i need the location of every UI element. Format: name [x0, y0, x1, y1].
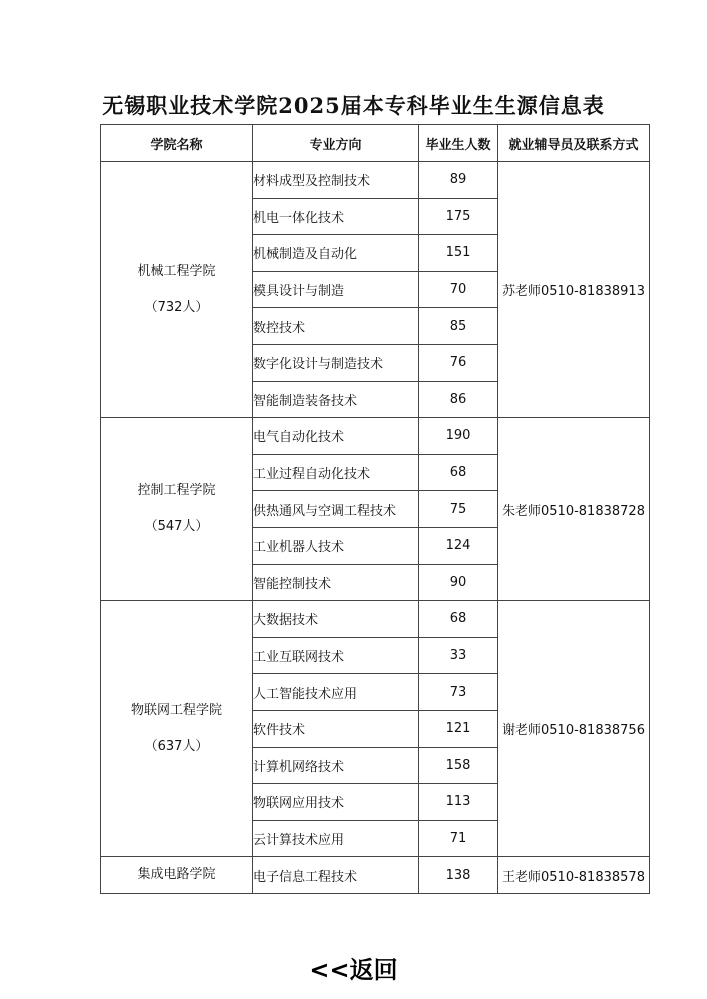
- college-total: （547人）: [144, 519, 209, 535]
- counselor-contact: 朱老师0510-81838728: [498, 418, 650, 601]
- header-contact: 就业辅导员及联系方式: [498, 125, 650, 162]
- header-major: 专业方向: [253, 125, 419, 162]
- college-name: 集成电路学院: [137, 867, 216, 883]
- graduate-count: 68: [419, 454, 498, 491]
- graduate-count: 68: [419, 601, 498, 638]
- graduate-count: 76: [419, 344, 498, 381]
- table-row: [101, 418, 650, 455]
- graduate-count: 158: [419, 747, 498, 784]
- major-name: 材料成型及控制技术: [253, 162, 419, 199]
- major-name: 工业互联网技术: [253, 637, 419, 674]
- table-body: [101, 162, 650, 894]
- college-total: （732人）: [144, 299, 209, 315]
- graduate-count: 138: [419, 857, 498, 894]
- major-name: 数字化设计与制造技术: [253, 344, 419, 381]
- table-row: [101, 601, 650, 638]
- counselor-contact: 谢老师0510-81838756: [498, 601, 650, 857]
- table-header-row: [101, 125, 650, 162]
- major-name: 机械制造及自动化: [253, 235, 419, 272]
- college-name: 控制工程学院: [137, 483, 216, 499]
- graduate-count: 73: [419, 674, 498, 711]
- major-name: 模具设计与制造: [253, 271, 419, 308]
- graduate-count: 151: [419, 235, 498, 272]
- back-link[interactable]: <<返回: [309, 956, 398, 984]
- major-name: 智能控制技术: [253, 564, 419, 601]
- header-college: 学院名称: [101, 125, 253, 162]
- major-name: 电气自动化技术: [253, 418, 419, 455]
- major-name: 智能制造装备技术: [253, 381, 419, 418]
- major-name: 电子信息工程技术: [253, 857, 419, 894]
- graduate-count: 85: [419, 308, 498, 345]
- graduate-count: 86: [419, 381, 498, 418]
- graduate-count: 124: [419, 527, 498, 564]
- table-row: [101, 162, 650, 199]
- major-name: 云计算技术应用: [253, 820, 419, 857]
- college-name: 物联网工程学院: [130, 702, 222, 718]
- college-cell: [101, 162, 253, 418]
- counselor-contact: 苏老师0510-81838913: [498, 162, 650, 418]
- college-cell: [101, 857, 253, 894]
- college-cell: [101, 418, 253, 601]
- graduate-count: 90: [419, 564, 498, 601]
- graduate-count: 75: [419, 491, 498, 528]
- college-cell: [101, 601, 253, 857]
- college-total: （637人）: [144, 738, 209, 754]
- major-name: 大数据技术: [253, 601, 419, 638]
- major-name: 物联网应用技术: [253, 784, 419, 821]
- counselor-contact: 王老师0510-81838578: [498, 857, 650, 894]
- graduate-count: 70: [419, 271, 498, 308]
- graduate-count: 33: [419, 637, 498, 674]
- major-name: 机电一体化技术: [253, 198, 419, 235]
- major-name: 软件技术: [253, 710, 419, 747]
- header-count: 毕业生人数: [419, 125, 498, 162]
- graduate-count: 113: [419, 784, 498, 821]
- graduate-count: 71: [419, 820, 498, 857]
- graduate-source-table: [100, 124, 650, 894]
- graduate-count: 175: [419, 198, 498, 235]
- table-row: [101, 857, 650, 894]
- page-title: 无锡职业技术学院2025届本专科毕业生生源信息表: [102, 93, 605, 118]
- major-name: 人工智能技术应用: [253, 674, 419, 711]
- major-name: 供热通风与空调工程技术: [253, 491, 419, 528]
- major-name: 工业机器人技术: [253, 527, 419, 564]
- graduate-count: 190: [419, 418, 498, 455]
- graduate-count: 89: [419, 162, 498, 199]
- graduate-count: 121: [419, 710, 498, 747]
- college-name: 机械工程学院: [137, 263, 216, 279]
- major-name: 数控技术: [253, 308, 419, 345]
- major-name: 计算机网络技术: [253, 747, 419, 784]
- major-name: 工业过程自动化技术: [253, 454, 419, 491]
